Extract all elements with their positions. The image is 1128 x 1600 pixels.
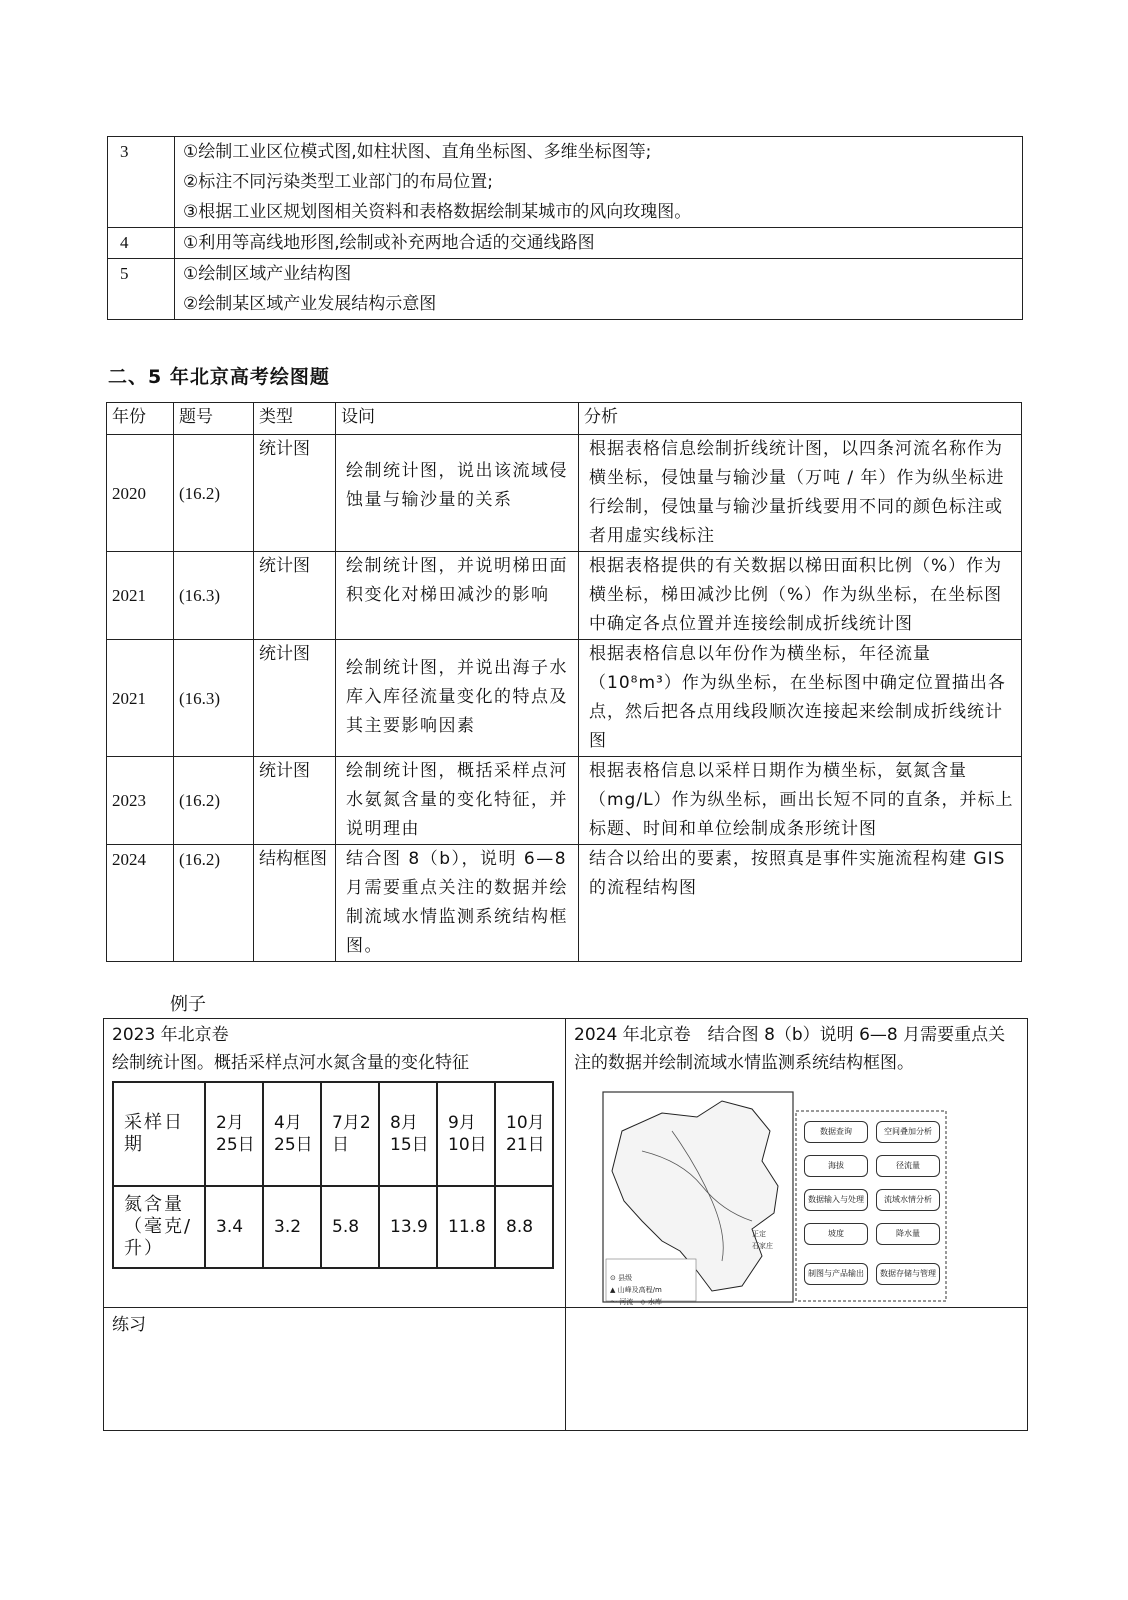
question-number-cell: (16.2): [174, 845, 254, 962]
type-cell: 统计图: [254, 435, 336, 552]
example-prompt: 2024 年北京卷 结合图 8（b）说明 6—8 月需要重点关注的数据并绘制流域水情监测系统结构框图。: [574, 1025, 1006, 1073]
flow-box: 数据输入与处理: [804, 1189, 868, 1211]
row-content: [175, 259, 1023, 320]
type-cell: 统计图: [254, 640, 336, 757]
flow-box: 流域水情分析: [876, 1189, 940, 1211]
example-title: 2023 年北京卷: [112, 1025, 229, 1045]
flow-box: 海拔: [804, 1155, 868, 1177]
row-header: 采样日期: [113, 1082, 205, 1186]
list-item: ①绘制区域产业结构图: [183, 264, 352, 284]
practice-cell: [104, 1308, 566, 1431]
year-cell: 2021: [107, 552, 174, 640]
practice-label: 练习: [112, 1315, 146, 1335]
question-number-cell: (16.2): [174, 435, 254, 552]
table-row: [107, 552, 1022, 640]
table-header-row: [107, 403, 1022, 435]
row-header: 氮含量（毫克/升）: [113, 1186, 205, 1268]
row-number: 3: [108, 137, 175, 228]
list-item: ①绘制工业区位模式图,如柱状图、直角坐标图、多维坐标图等;: [183, 142, 652, 162]
date-cell: 4月25日: [263, 1082, 321, 1186]
table-row: [107, 757, 1022, 845]
table-row: [108, 137, 1023, 228]
table-row: [104, 1019, 1028, 1308]
analysis-cell: 结合以给出的要素，按照真是事件实施流程构建 GIS 的流程结构图: [579, 845, 1022, 962]
table-row: [113, 1082, 553, 1186]
flow-box: 空间叠加分析: [876, 1121, 940, 1143]
list-item: ②标注不同污染类型工业部门的布局位置;: [183, 172, 493, 192]
type-cell: 统计图: [254, 757, 336, 845]
table-row: [107, 640, 1022, 757]
analysis-cell: 根据表格提供的有关数据以梯田面积比例（%）作为横坐标，梯田减沙比例（%）作为纵坐标，在坐标图中确定各点位置并连接绘制成折线统计图: [579, 552, 1022, 640]
type-cell: 统计图: [254, 552, 336, 640]
year-cell: 2020: [107, 435, 174, 552]
question-cell: [336, 640, 579, 757]
column-header: 类型: [254, 403, 336, 435]
value-cell: 8.8: [495, 1186, 553, 1268]
year-cell: 2021: [107, 640, 174, 757]
table-row: [107, 435, 1022, 552]
table-row: [104, 1308, 1028, 1431]
row-content: [175, 137, 1023, 228]
flow-box: 径流量: [876, 1155, 940, 1177]
column-header: 分析: [579, 403, 1022, 435]
list-item: ①利用等高线地形图,绘制或补充两地合适的交通线路图: [183, 233, 595, 253]
flow-box: 降水量: [876, 1223, 940, 1245]
question-number-cell: (16.3): [174, 640, 254, 757]
analysis-cell: 根据表格信息以采样日期作为横坐标，氨氮含量（mg/L）作为纵坐标，画出长短不同的直条，并标上标题、时间和单位绘制成条形统计图: [579, 757, 1022, 845]
flow-box: 制图与产品输出: [804, 1263, 868, 1285]
row-content: [175, 228, 1023, 259]
question-number-cell: (16.3): [174, 552, 254, 640]
row-number: 4: [108, 228, 175, 259]
flow-box: 数据存储与管理: [876, 1263, 940, 1285]
type-cell: 结构框图: [254, 845, 336, 962]
analysis-cell: 根据表格信息以年份作为横坐标，年径流量（10⁸m³）作为纵坐标，在坐标图中确定位置描出各点，然后把各点用线段顺次连接起来绘制成折线统计图: [579, 640, 1022, 757]
analysis-cell: 根据表格信息绘制折线统计图，以四条河流名称作为横坐标，侵蚀量与输沙量（万吨 / 年）作为纵坐标进行绘制，侵蚀量与输沙量折线要用不同的颜色标注或者用虚实线标注: [579, 435, 1022, 552]
example-prompt: 绘制统计图。概括采样点河水氮含量的变化特征: [112, 1053, 469, 1073]
legend-item: ▲ 山峰及高程/m: [610, 1286, 662, 1294]
list-item: ②绘制某区域产业发展结构示意图: [183, 294, 437, 314]
table-row: [107, 845, 1022, 962]
question-cell: [336, 435, 579, 552]
column-header: 题号: [174, 403, 254, 435]
year-cell: 2023: [107, 757, 174, 845]
date-cell: 9月10日: [437, 1082, 495, 1186]
value-cell: 11.8: [437, 1186, 495, 1268]
sampling-data-table: [112, 1081, 554, 1269]
flow-box: 坡度: [804, 1223, 868, 1245]
section-heading: 二、5 年北京高考绘图题: [108, 366, 330, 388]
date-cell: 8月15日: [379, 1082, 437, 1186]
example-2023-cell: [104, 1019, 566, 1308]
figure-8b: [602, 1091, 948, 1305]
value-cell: 3.4: [205, 1186, 263, 1268]
year-cell: 2024: [107, 845, 174, 962]
exam-questions-table: [106, 402, 1022, 962]
drawing-skills-table: [107, 136, 1023, 320]
legend-item: ～ 河流 ◇ 水库: [610, 1298, 662, 1306]
date-cell: 2月25日: [205, 1082, 263, 1186]
row-number: 5: [108, 259, 175, 320]
practice-answer-area[interactable]: [566, 1308, 1028, 1431]
flow-box: 数据查询: [804, 1121, 868, 1143]
question-number-cell: (16.2): [174, 757, 254, 845]
table-row: [108, 228, 1023, 259]
date-cell: 7月2日: [321, 1082, 379, 1186]
column-header: 设问: [336, 403, 579, 435]
examples-label: 例子: [170, 994, 206, 1015]
example-2024-cell: [566, 1019, 1028, 1308]
map-label: 石家庄: [752, 1242, 773, 1250]
question-text: 绘制统计图，说出该流域侵蚀量与输沙量的关系: [346, 461, 568, 510]
legend-item: ⊙ 县级: [610, 1274, 633, 1282]
question-text: 绘制统计图，并说出海子水库入库径流量变化的特点及其主要影响因素: [346, 658, 568, 736]
question-cell: 绘制统计图，概括采样点河水氨氮含量的变化特征，并说明理由: [336, 757, 579, 845]
date-cell: 10月21日: [495, 1082, 553, 1186]
value-cell: 3.2: [263, 1186, 321, 1268]
value-cell: 5.8: [321, 1186, 379, 1268]
question-cell: 结合图 8（b），说明 6—8 月需要重点关注的数据并绘制流域水情监测系统结构框图。: [336, 845, 579, 962]
table-row: [113, 1186, 553, 1268]
table-row: [108, 259, 1023, 320]
map-label: 正定: [752, 1230, 766, 1238]
examples-table: [103, 1018, 1028, 1431]
question-cell: 绘制统计图，并说明梯田面积变化对梯田减沙的影响: [336, 552, 579, 640]
list-item: ③根据工业区规划图相关资料和表格数据绘制某城市的风向玫瑰图。: [183, 202, 692, 222]
value-cell: 13.9: [379, 1186, 437, 1268]
column-header: 年份: [107, 403, 174, 435]
